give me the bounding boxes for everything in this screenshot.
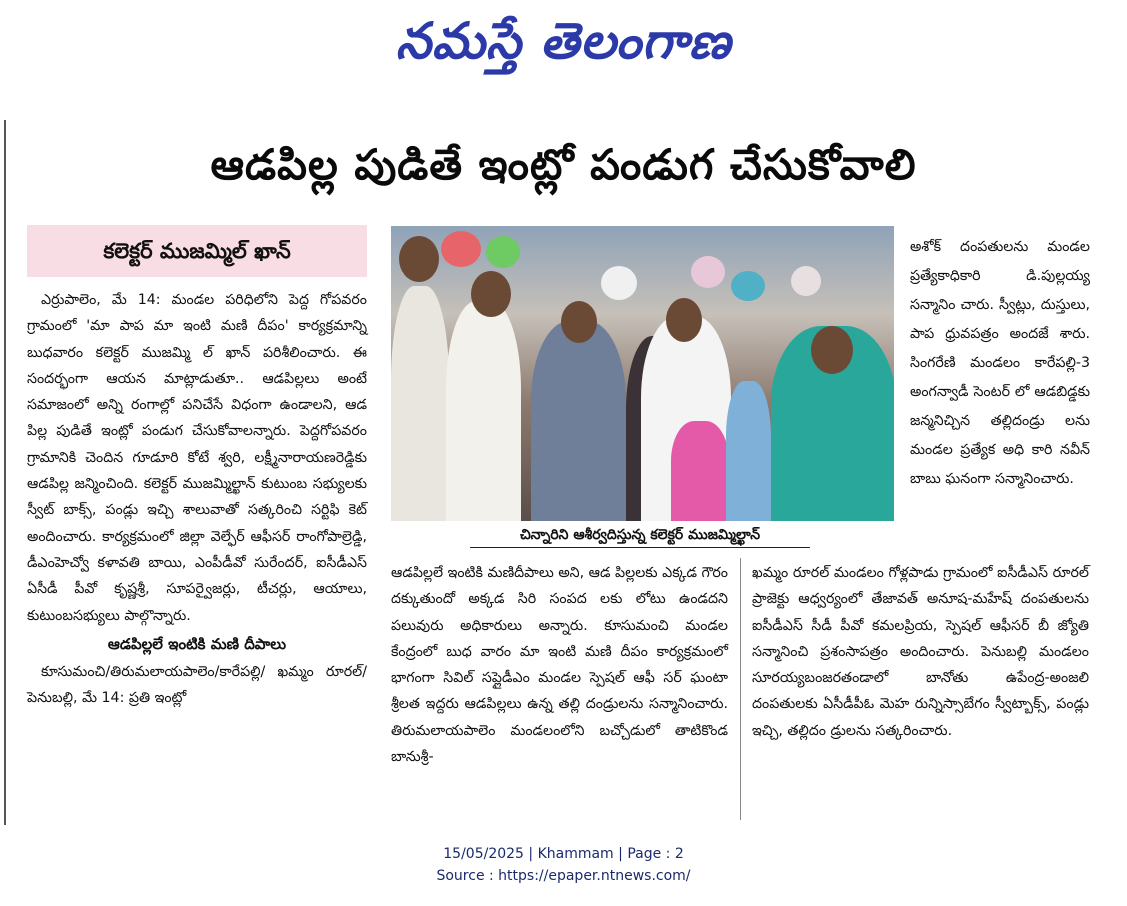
person-head — [399, 236, 439, 282]
person-figure — [671, 421, 729, 521]
person-figure — [391, 286, 449, 521]
section-subhead: ఆడపిల్లలే ఇంటికి మణి దీపాలు — [107, 634, 287, 653]
column-right: అశోక్ దంపతులను మండల ప్రత్యేకాధికారి డి.పుల్లయ్య సన్మానిం చారు. స్వీట్లు, దుస్తులు, పాప ధ్రువపత్రం అందజే శారు. సింగరేణి మండలం కారేపల్లి-3 అంగన్వాడీ సెంటర్ లో ఆడబిడ్డకు జన్మనిచ్చిన తల్లిదండ్రు లను మండల ప్రత్యేక అధి కారి నవీన్ బాబు ఘనంగా సన్మానించారు. — [910, 239, 1090, 487]
column-divider — [740, 558, 741, 820]
person-head — [471, 271, 511, 317]
person-head — [811, 326, 853, 374]
column-middle-1: ఆడపిల్లలే ఇంటికి మణిదీపాలు అని, ఆడ పిల్లలకు ఎక్కడ గౌరం దక్కుతుందో అక్కడ సిరి సంపద లకు లోటు ఉండదని పలువురు అధికారులు అన్నారు. కూసుమంచి మండల కేంద్రంలో బుధ వారం మా ఇంటి మణి దీపం కార్యక్రమంలో భాగంగా సివిల్ సప్లైడీఎం మండల స్పెషల్ ఆఫీ సర్ ఘంటా శ్రీలత ఇద్దరు ఆడపిల్లలు ఉన్న తల్లి దండ్రులను సన్మానించారు. తిరుమలాయపాలెం మండలంలోని బచ్చోడులో తాటికొండ బానుశ్రీ- — [391, 565, 728, 766]
footer-date-page: 15/05/2025 | Khammam | Page : 2 — [443, 846, 684, 862]
balloon-decoration — [691, 256, 725, 288]
balloon-decoration — [601, 266, 637, 300]
balloon-decoration — [791, 266, 821, 296]
balloon-decoration — [731, 271, 765, 301]
article-headline: ఆడపిల్ల పుడితే ఇంట్లో పండుగ చేసుకోవాలి — [210, 140, 917, 189]
newspaper-masthead: నమస్తే తెలంగాణ — [395, 11, 732, 70]
column-1-paragraph-2: కూసుమంచి/తిరుమలాయపాలెం/కారేపల్లి/ ఖమ్మం రూరల్/పెనుబల్లి, మే 14: ప్రతి ఇంట్లో — [27, 664, 367, 707]
left-border-rule — [4, 120, 6, 825]
article-photo — [391, 226, 894, 521]
column-1-paragraph-1: ఎర్రుపాలెం, మే 14: మండల పరిధిలోని పెద్ద గోపవరం గ్రామంలో 'మా పాప మా ఇంటి మణి దీపం' కార్యక్రమాన్ని బుధవారం కలెక్టర్ ముజమ్మి ల్ ఖాన్ పరిశీలించారు. ఈ సందర్భంగా ఆయన మాట్లాడుతూ.. ఆడపిల్లలు అంటే సమాజంలో అన్ని రంగాల్లో పనిచేసే విధంగా ఉండాలని, ఆడ పిల్ల పుడితే ఇంట్లో పండుగ చేసుకోవాలన్నారు. పెద్దగోపవరం గ్రామానికి చెందిన గూడూరి కోటే శ్వరి, లక్ష్మీనారాయణరెడ్డికు ఆడపిల్ల జన్మించింది. కలెక్టర్ ముజమ్మిల్ఖాన్ కుటుంబ సభ్యులకు స్వీట్ బాక్స్, పండ్లు ఇచ్చి శాలువాతో సత్కరించి సర్టిఫి కెట్ అందించారు. కార్యక్రమంలో జిల్లా వెల్ఫేర్ ఆఫీసర్ రాంగోపాల్రెడ్డి, డీఎంహెచ్వో కళావతి బాయి, ఎంపీడీవో సురేందర్, ఐసీడీఎస్ ఏసీడీ పీవో కృష్ణశ్రీ, సూపర్వైజర్లు, టీచర్లు, ఆయాలు, కుటుంబసభ్యులు పాల్గొన్నారు. — [27, 292, 367, 624]
balloon-decoration — [441, 231, 481, 267]
photo-caption: చిన్నారిని ఆశీర్వదిస్తున్న కలెక్టర్ ముజమ్మిల్ఖాన్ — [470, 523, 810, 548]
person-figure — [726, 381, 771, 521]
column-1 — [27, 287, 367, 712]
column-middle-2: ఖమ్మం రూరల్ మండలం గోళ్లపాడు గ్రామంలో ఐసీడీఎస్ రూరల్ ప్రాజెక్టు ఆధ్వర్యంలో తేజావత్ అనూష-మహేష్ దంపతులను ఐసీడీఎస్ సీడీ పీవో కమలప్రియ, స్పెషల్ ఆఫీసర్ బీ జ్యోతి సన్మానించి ప్రశంసాపత్రం అందించారు. పెనుబల్లి మండలం సూరయ్యబంజరతండాలో బానోతు ఉపేంద్ర-అంజలి దంపతులకు ఏసీడీపీఓ మెహ రున్నిస్సాబేగం స్వీట్బాక్స్, పండ్లు ఇచ్చి, తల్లిదం డ్రులను సత్కరించారు. — [752, 565, 1089, 739]
footer-source-link[interactable]: Source : https://epaper.ntnews.com/ — [436, 868, 691, 884]
person-figure — [446, 301, 521, 521]
balloon-decoration — [486, 236, 520, 268]
person-head — [561, 301, 597, 343]
person-figure — [531, 321, 626, 521]
person-head — [666, 298, 702, 342]
byline-box: కలెక్టర్ ముజమ్మిల్ ఖాన్ — [27, 225, 367, 277]
